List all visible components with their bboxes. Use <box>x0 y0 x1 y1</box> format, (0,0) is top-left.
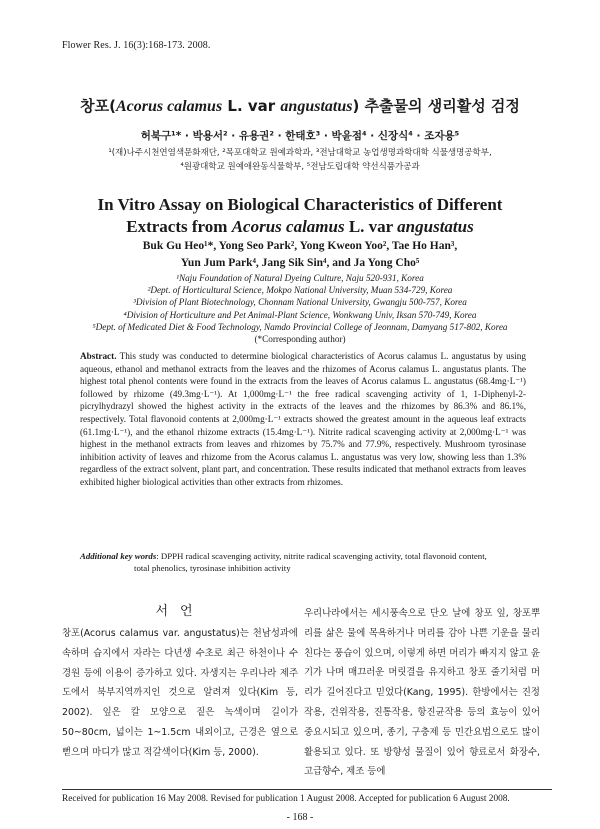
english-title-line-1: In Vitro Assay on Biological Characteristics of Different <box>97 195 503 214</box>
corresponding-author-note: (*Corresponding author) <box>254 334 346 345</box>
english-title-prefix: Extracts from <box>126 217 232 236</box>
abstract-label: Abstract. <box>80 351 117 361</box>
english-title-variety: angustatus <box>397 217 474 236</box>
english-title-mid: L. var <box>344 217 398 236</box>
page-number: - 168 - <box>286 812 314 823</box>
english-affiliations <box>0 272 600 345</box>
korean-title-variety: angustatus <box>280 98 353 115</box>
korean-title-prefix: 창포( <box>80 97 116 115</box>
korean-title-suffix: ) 추출물의 생리활성 검정 <box>352 97 520 115</box>
affiliation-4: ⁴Division of Horticulture and Pet Animal-Plant Science, Wonkwang Univ, Iksan 570-749, Korea <box>123 309 477 320</box>
korean-affiliation-line-1: ¹(재)나주시천연염색문화재단, ²목포대학교 원예과학과, ³전남대학교 농업생명과학대학 식물생명공학부, <box>108 148 492 158</box>
keywords-label: Additional key words <box>80 551 157 561</box>
english-authors-line-2: Yun Jum Park⁴, Jang Sik Sin⁴, and Ja Yong Cho⁵ <box>180 257 420 269</box>
additional-keywords <box>80 550 526 574</box>
affiliation-1: ¹Naju Foundation of Natural Dyeing Culture, Naju 520-931, Korea <box>176 273 424 283</box>
korean-title-species: Acorus calamus <box>115 98 223 115</box>
abstract-text: This study was conducted to determine biological characteristics of Acorus calamus L. angustatus by using aqueous, ethanol and methanol extracts from the leaves and the rhizomes of Acorus calamus L. angustatus plants. The highest total phenol contents were found in the extracts from the leaves of Acorus calamus L. angustatus (68.4mg·L⁻¹) followed by rhizome (49.3mg·L⁻¹). At 1,000mg·L⁻¹ the free radical scavenging activity of 1, 1-Diphenyl-2-picrylhydrazyl showed the highest activity in the extracts of the leaves and the rhizomes by 86.3% and 86.1%, respectively. Total flavonoid contents at 2,000mg·L⁻¹ extracts showed the greatest amount in the aqueous leaf extracts (61.1mg·L⁻¹), and the ethanol rhizome extracts (15.4mg·L⁻¹). Nitrite radical scavenging activity at 2,000mg·L⁻¹ was highest in the methanol extracts from leaves and rhizomes by 75.7% and 77.9%, respectively. Mushroom tyrosinase inhibition activity of leaves and rhizome from the Acorus calamus L. angustatus was very low, showing less than 1.3% regardless of the extract solvent, plant part, and concentration. These results indicated that methanol extracts from leaves exhibited higher biological activities than other extracts from rhizomes. <box>80 351 526 487</box>
section-heading-introduction: 서언 <box>155 604 205 619</box>
journal-reference: Flower Res. J. 16(3):168-173. 2008. <box>62 40 211 51</box>
affiliation-2: ²Dept. of Horticultural Science, Mokpo National University, Muan 534-729, Korea <box>147 285 453 296</box>
affiliation-3: ³Division of Plant Biotechnology, Chonnam National University, Gwangju 500-757, Korea <box>133 297 467 308</box>
abstract <box>80 350 526 489</box>
korean-title-mid: L. var <box>222 97 281 115</box>
korean-title <box>0 95 600 116</box>
body-text-right-column: 우리나라에서는 세시풍속으로 단오 날에 창포 잎, 창포뿌리를 삶은 물에 목욕하거나 머리를 감아 나쁜 기운을 물리친다는 풍습이 있으며, 이렇게 하면 머리가 빠지지 않고 윤기가 나며 매끄러운 머릿결을 유지하고 창포 줄기처럼 머리가 길어진다고 믿었다(Kang, 1995). 한방에서는 진정작용, 건위작용, 진통작용, 항진균작용 등의 효능이 있어 중요시되고 있으며, 종기, 구충제 등 민간요법으로도 많이 활용되고 있다. 또 방향성 물질이 있어 향료로서 화장수, 고급향수, 제조 등에 <box>304 608 540 778</box>
english-title-species: Acorus calamus <box>231 217 345 236</box>
body-text-left-column: 창포(Acorus calamus var. angustatus)는 천남성과에 속하며 습지에서 자라는 다년생 수초로 최근 하천이나 수경원 등에 이용이 증가하고 있다. 자생지는 우리나라 제주도에서 북부지역까지인 것으로 알려져 있다(Kim 등, 2002). 잎은 칼 모양으로 짙은 녹색이며 길이가 50~80cm, 넓이는 1~1.5cm 내외이고, 근경은 옆으로 뻗으며 마디가 많고 적갈색이다(Kim 등, 2000). <box>62 628 298 758</box>
keywords-line-1: : DPPH radical scavenging activity, nitrite radical scavenging activity, total flavonoid content, <box>156 551 487 561</box>
keywords-line-2: total phenolics, tyrosinase inhibition activity <box>134 563 291 573</box>
english-authors-line-1: Buk Gu Heo¹*, Yong Seo Park², Yong Kweon Yoo², Tae Ho Han³, <box>142 240 458 252</box>
english-title <box>0 194 600 238</box>
publication-dates: Received for publication 16 May 2008. Revised for publication 1 August 2008. Accepted for publication 6 August 2008. <box>62 789 552 804</box>
affiliation-5: ⁵Dept. of Medicated Diet & Food Technology, Namdo Provincial College of Jeonnam, Damyang 517-802, Korea <box>92 321 508 332</box>
english-authors <box>0 238 600 272</box>
korean-authors: 허북구¹* · 박용서² · 유용권² · 한태호³ · 박윤점⁴ · 신장식⁴ · 조자용⁵ <box>140 130 460 142</box>
english-title-line-2 <box>0 216 600 238</box>
korean-affiliation-line-2: ⁴원광대학교 원예애완동식물학부, ⁵전남도립대학 약선식품가공과 <box>180 162 420 172</box>
